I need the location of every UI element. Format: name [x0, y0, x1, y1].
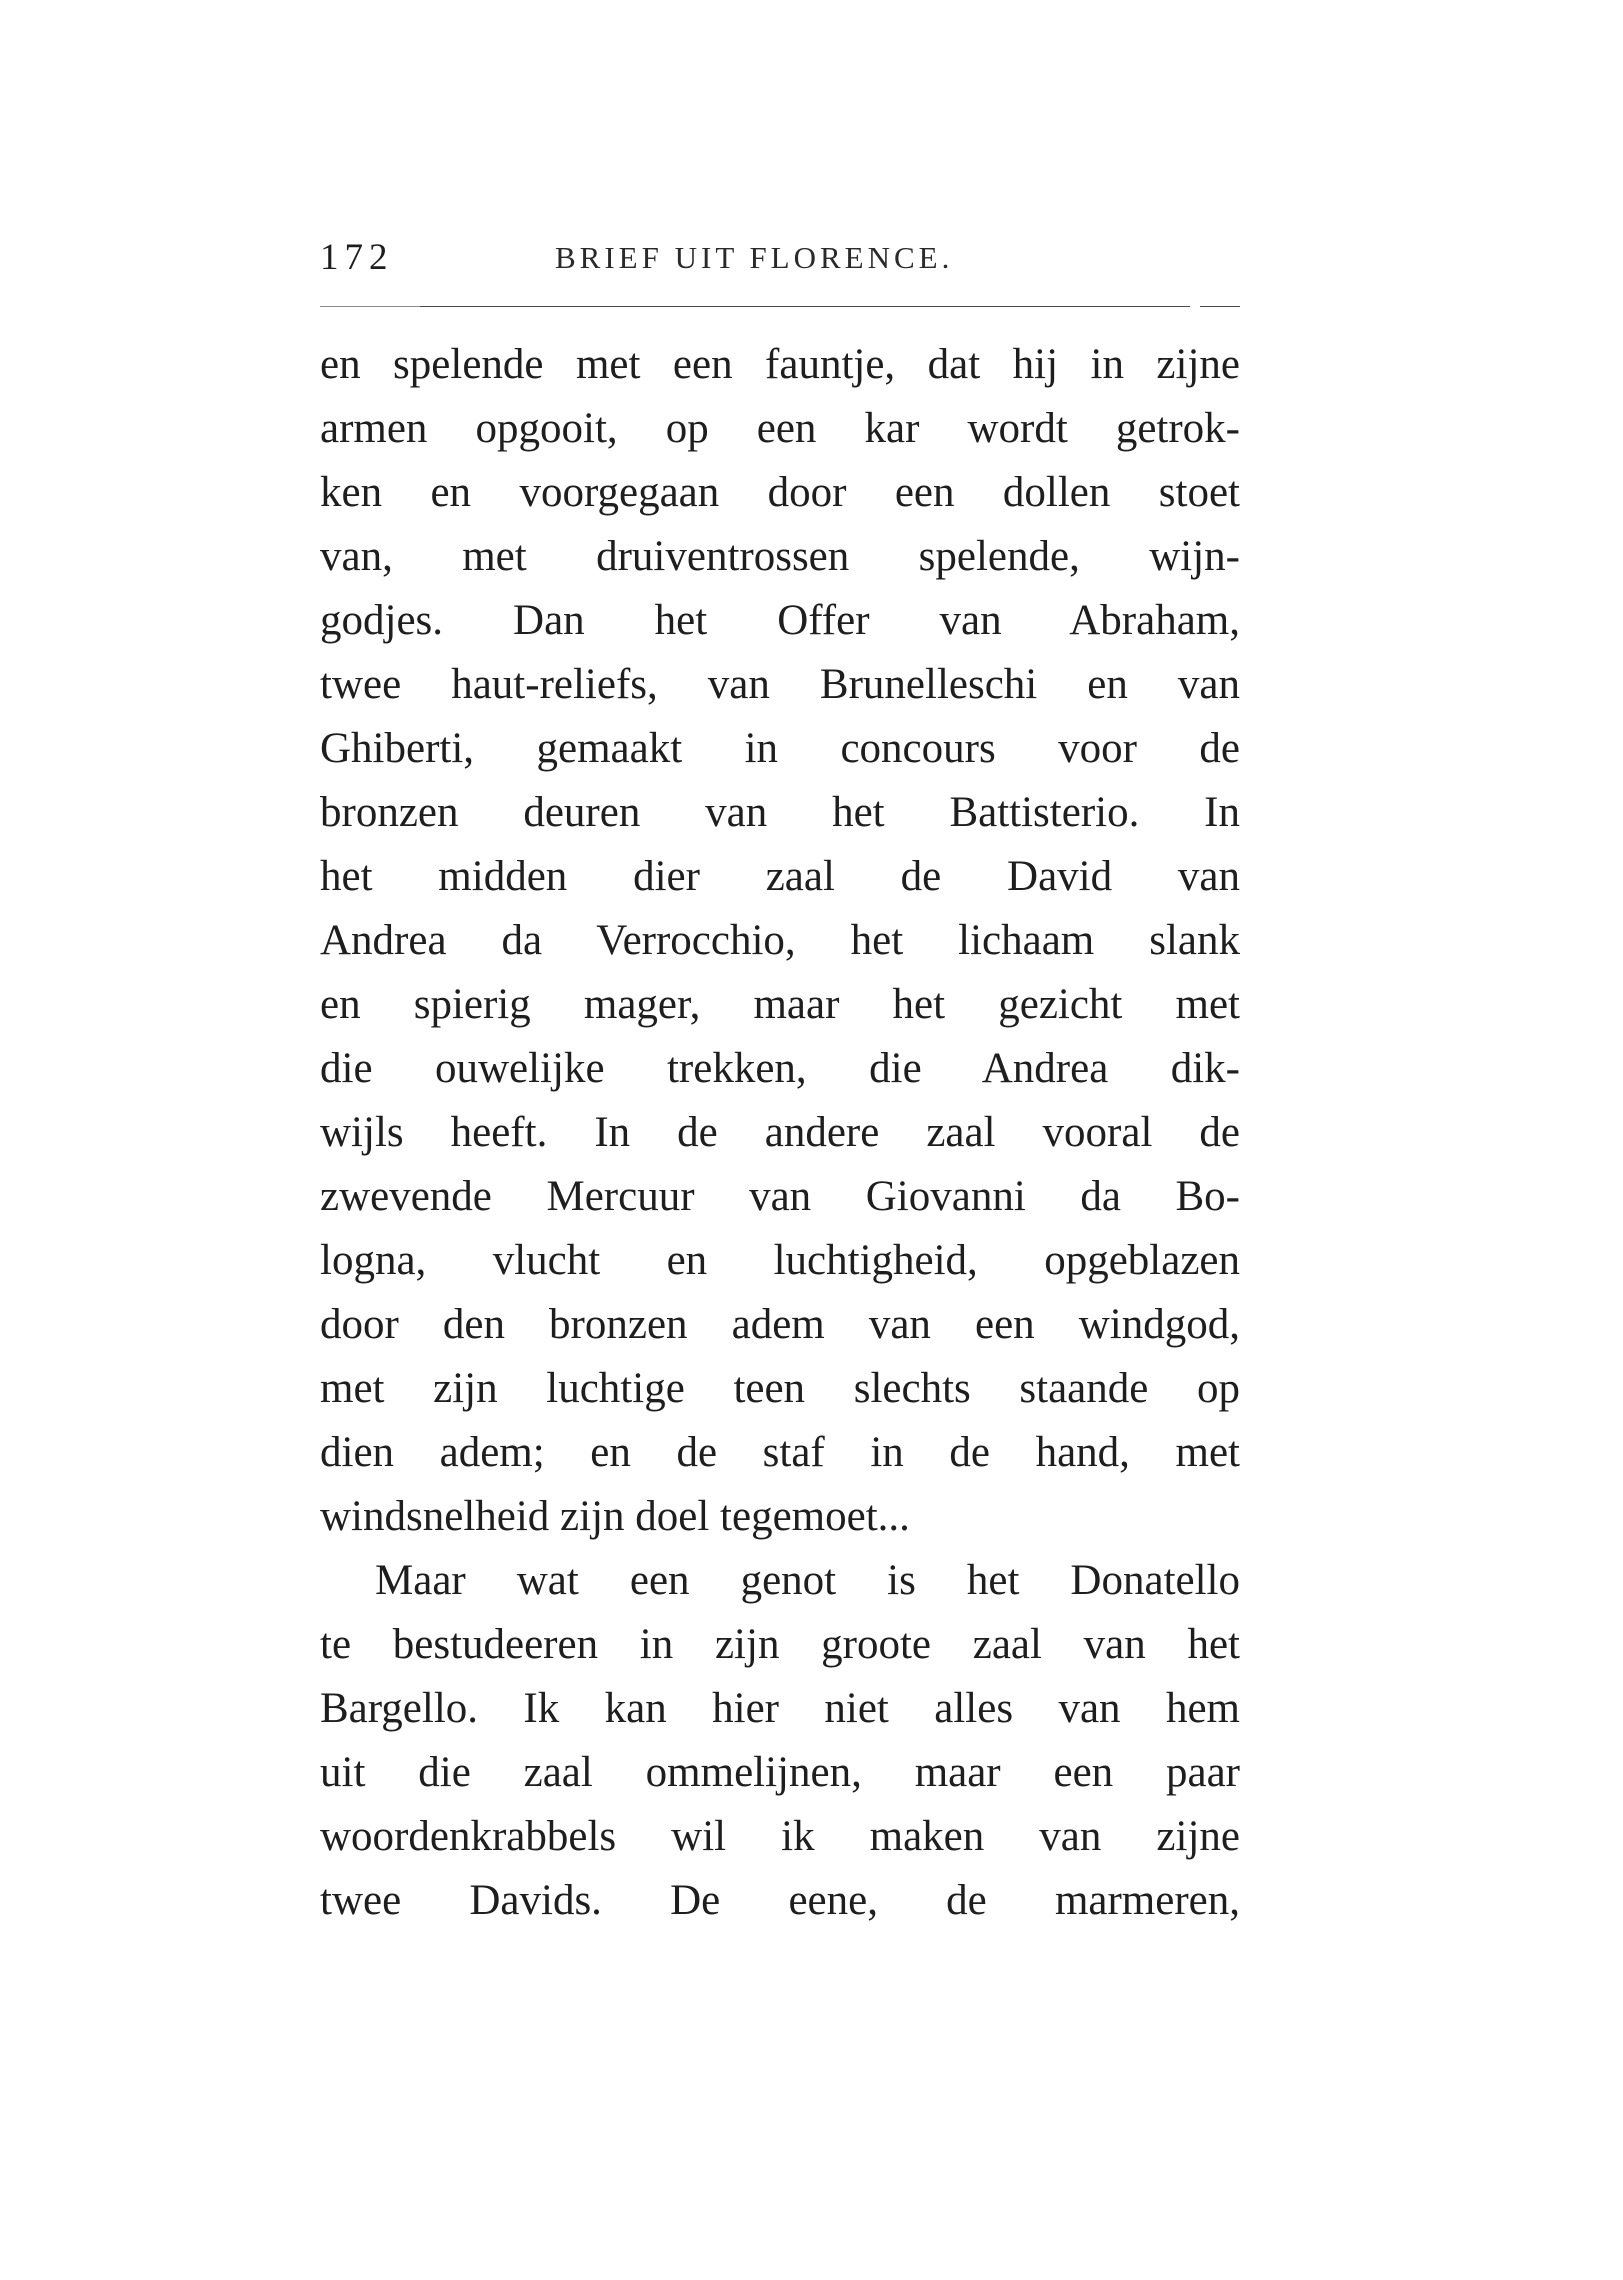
text-line: bronzen deuren van het Battisterio. In [320, 789, 1240, 836]
text-line: uit die zaal ommelijnen, maar een paar [320, 1749, 1240, 1796]
running-title: BRIEF UIT FLORENCE. [555, 240, 954, 275]
header-rule-right [1200, 306, 1240, 307]
text-line: die ouwelijke trekken, die Andrea dik- [320, 1045, 1240, 1092]
text-line: Ghiberti, gemaakt in concours voor de [320, 725, 1240, 772]
text-line: zwevende Mercuur van Giovanni da Bo- [320, 1173, 1240, 1220]
text-line: dien adem; en de staf in de hand, met [320, 1429, 1240, 1476]
text-line: woordenkrabbels wil ik maken van zijne [320, 1813, 1240, 1860]
text-line: twee Davids. De eene, de marmeren, [320, 1877, 1240, 1924]
text-line: en spierig mager, maar het gezicht met [320, 981, 1240, 1028]
text-line: armen opgooit, op een kar wordt getrok- [320, 405, 1240, 452]
header-rule [420, 306, 1190, 307]
paragraph-2 [320, 1549, 1240, 1933]
text-line: te bestudeeren in zijn groote zaal van het [320, 1621, 1240, 1668]
paragraph-1 [320, 333, 1240, 1549]
text-line: Andrea da Verrocchio, het lichaam slank [320, 917, 1240, 964]
page-header [320, 236, 1240, 286]
text-line: wijls heeft. In de andere zaal vooral de [320, 1109, 1240, 1156]
text-line: van, met druiventrossen spelende, wijn- [320, 533, 1240, 580]
page-number: 172 [320, 237, 394, 278]
text-line: twee haut-reliefs, van Brunelleschi en van [320, 661, 1240, 708]
text-line: en spelende met een fauntje, dat hij in zijne [320, 341, 1240, 388]
text-line-last: windsnelheid zijn doel tegemoet... [320, 1493, 910, 1540]
text-line-first: Maar wat een genot is het Donatello [375, 1557, 1240, 1604]
body-text [320, 333, 1240, 1933]
text-line: door den bronzen adem van een windgod, [320, 1301, 1240, 1348]
text-line: ken en voorgegaan door een dollen stoet [320, 469, 1240, 516]
text-line: met zijn luchtige teen slechts staande op [320, 1365, 1240, 1412]
text-line: godjes. Dan het Offer van Abraham, [320, 597, 1240, 644]
header-rule-left [320, 306, 420, 307]
text-line: logna, vlucht en luchtigheid, opgeblazen [320, 1237, 1240, 1284]
text-line: Bargello. Ik kan hier niet alles van hem [320, 1685, 1240, 1732]
text-line: het midden dier zaal de David van [320, 853, 1240, 900]
